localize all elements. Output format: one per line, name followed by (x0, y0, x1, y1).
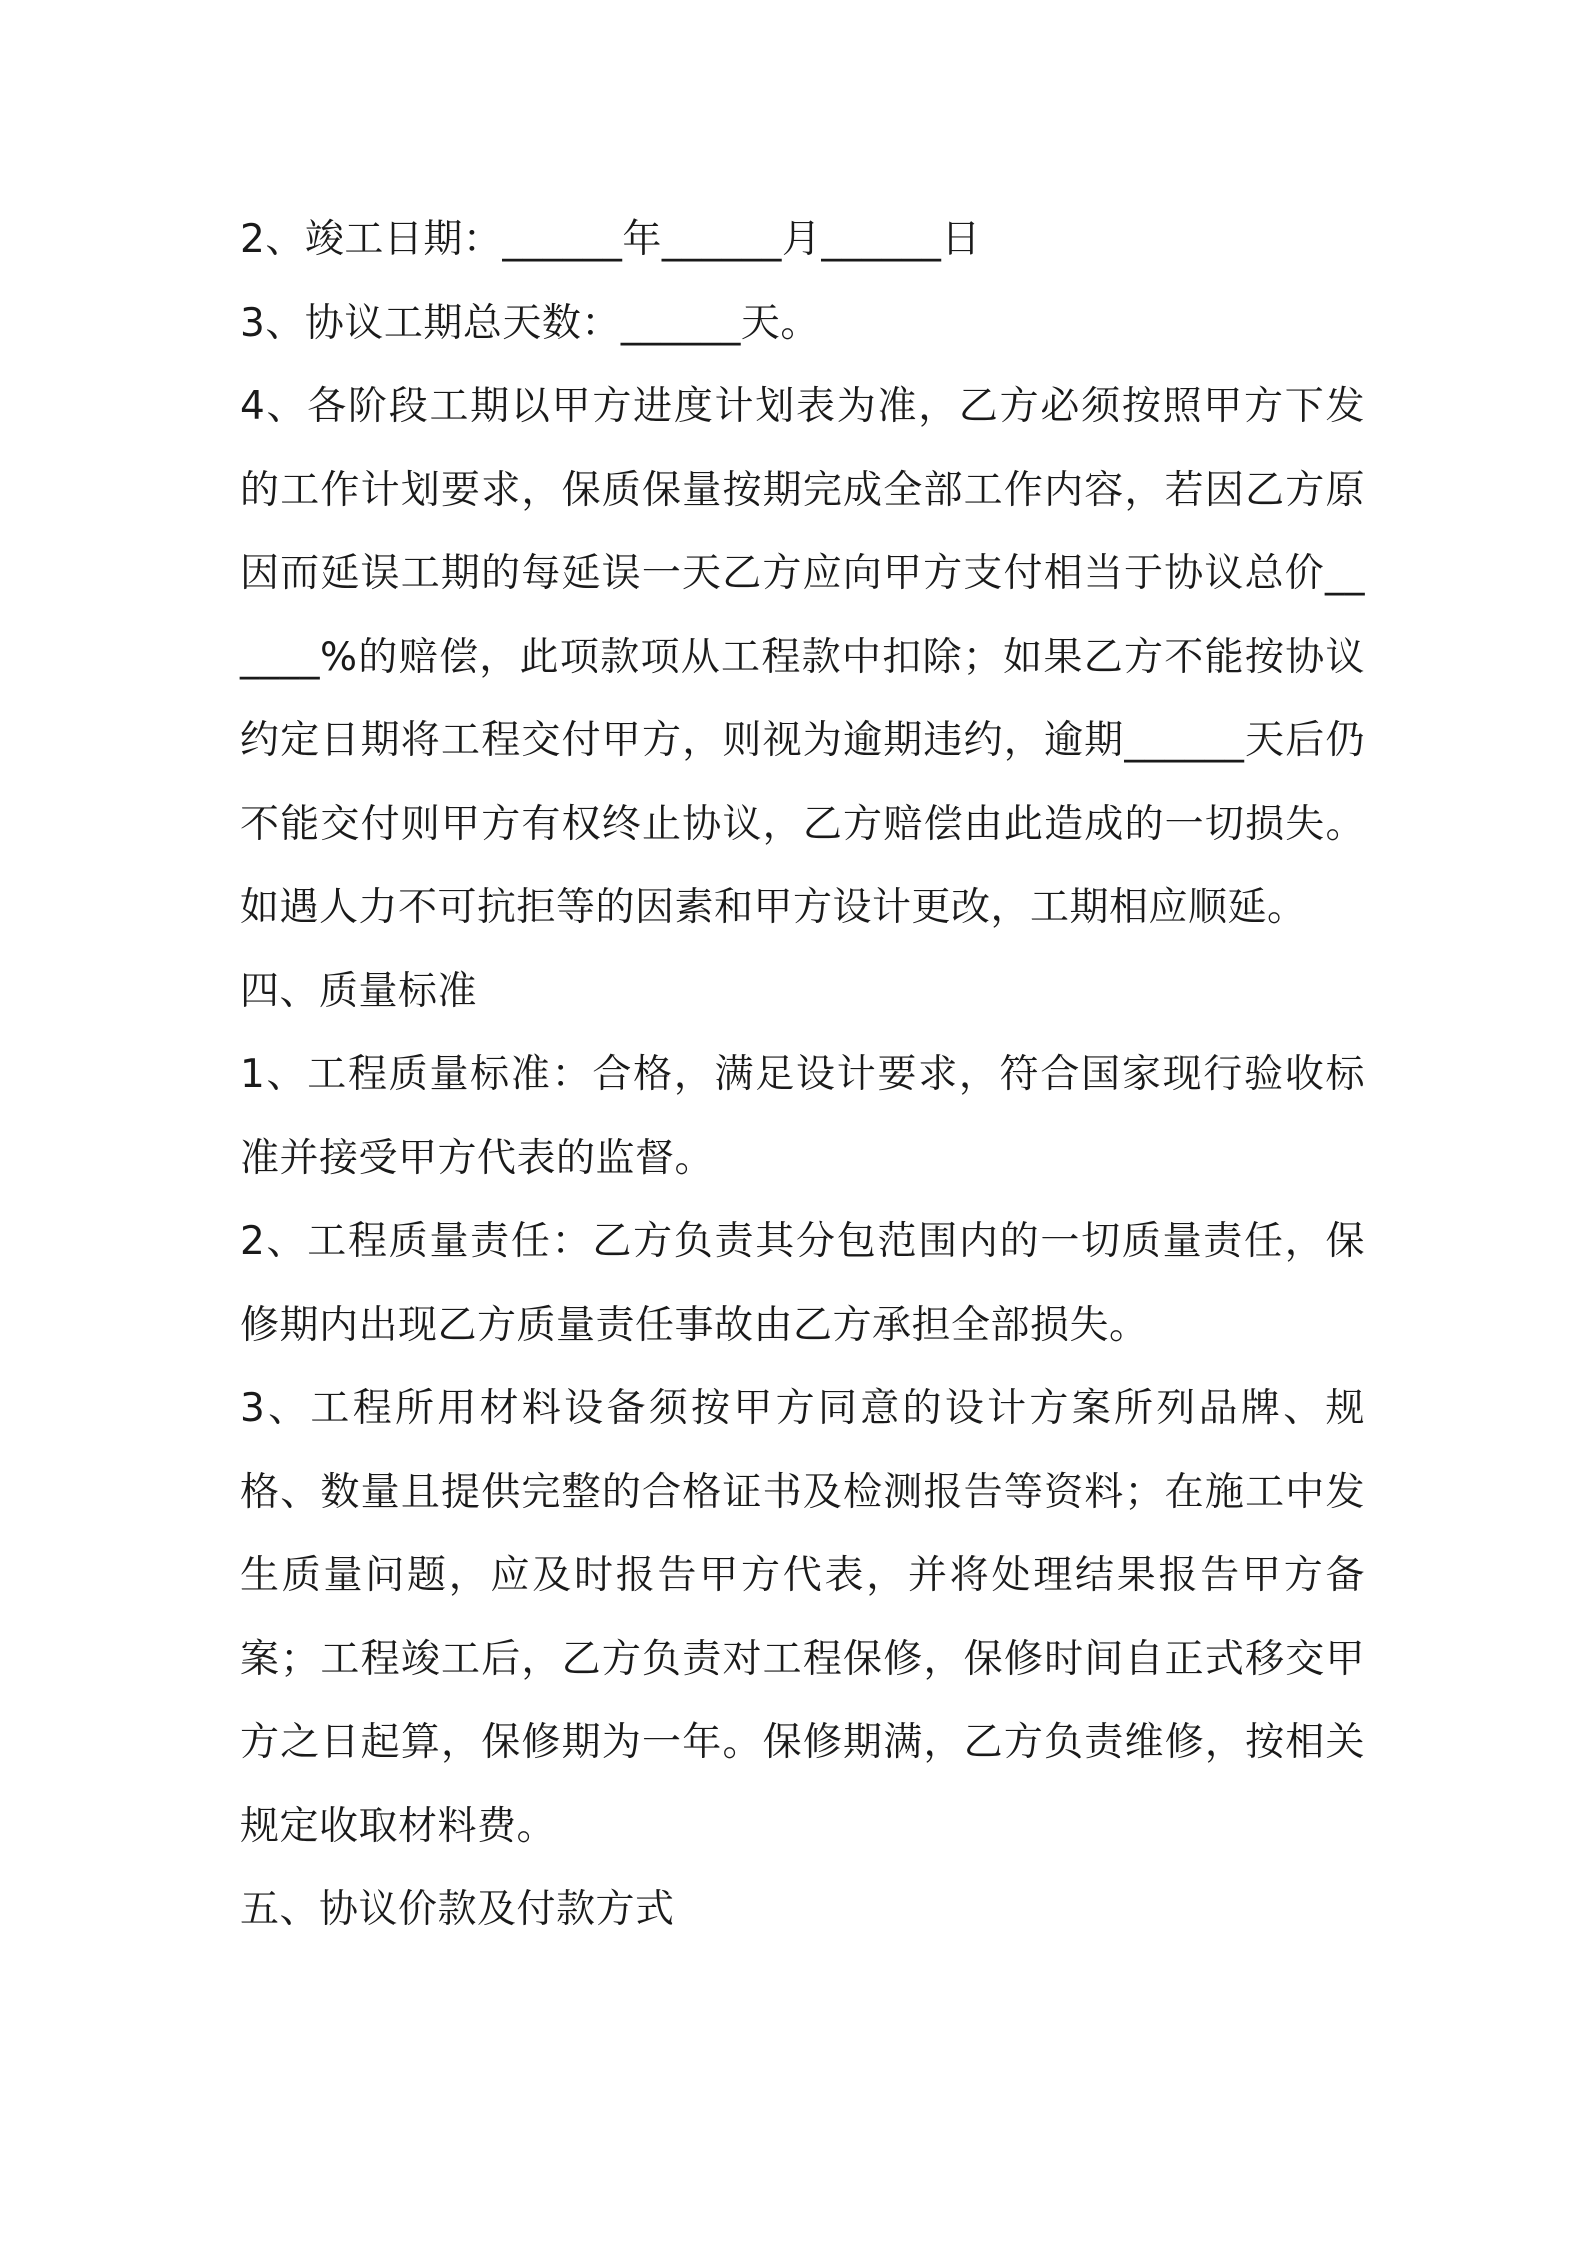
clause-total-days: 3、协议工期总天数：______天。 (240, 300, 820, 346)
document-body (240, 198, 1365, 1952)
section-heading-quality: 四、质量标准 (240, 968, 478, 1014)
clause-completion-date: 2、竣工日期：______年______月______日 (240, 217, 981, 262)
clause-materials: 3、工程所用材料设备须按甲方同意的设计方案所列品牌、规格、数量且提供完整的合格证书及检测报告等资料；在施工中发生质量问题，应及时报告甲方代表，并将处理结果报告甲方备案；工程竣工后，乙方负责对工程保修，保修时间自正式移交甲方之日起算，保修期为一年。保修期满，乙方负责维修，按相关规定收取材料费。 (240, 1386, 1365, 1849)
clause-quality-standard: 1、工程质量标准：合格，满足设计要求，符合国家现行验收标准并接受甲方代表的监督。 (240, 1052, 1365, 1181)
clause-quality-responsibility: 2、工程质量责任：乙方负责其分包范围内的一切质量责任，保修期内出现乙方质量责任事故由乙方承担全部损失。 (240, 1219, 1365, 1348)
clause-schedule: 4、各阶段工期以甲方进度计划表为准，乙方必须按照甲方下发的工作计划要求，保质保量按期完成全部工作内容，若因乙方原因而延误工期的每延误一天乙方应向甲方支付相当于协议总价______%的赔偿，此项款项从工程款中扣除；如果乙方不能按协议约定日期将工程交付甲方，则视为逾期违约，逾期______天后仍不能交付则甲方有权终止协议，乙方赔偿由此造成的一切损失。如遇人力不可抗拒等的因素和甲方设计更改，工期相应顺延。 (240, 384, 1365, 930)
section-heading-payment: 五、协议价款及付款方式 (240, 1887, 675, 1932)
